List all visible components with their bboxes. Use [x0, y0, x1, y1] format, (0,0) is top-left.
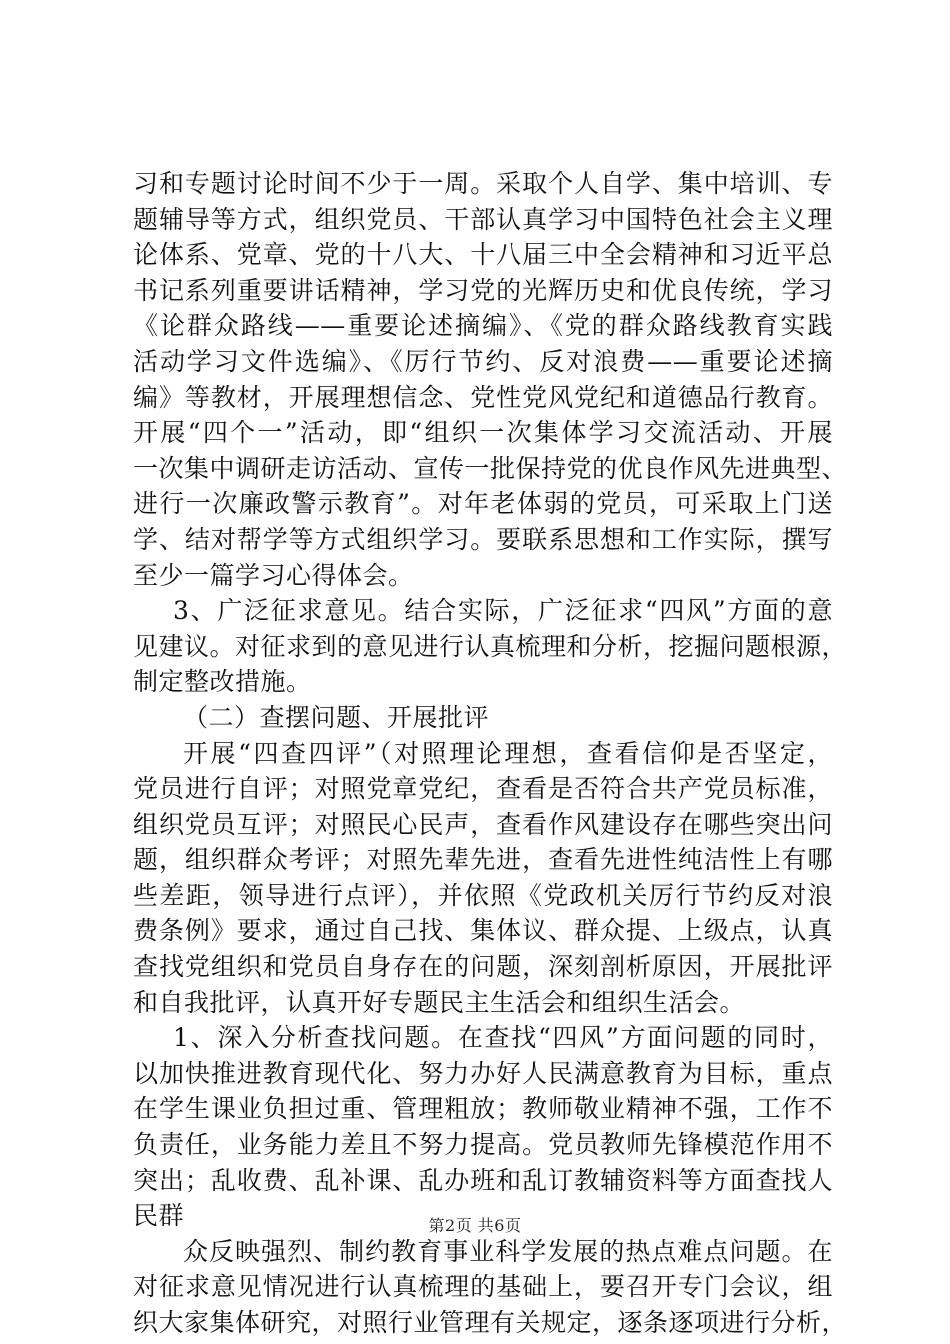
text-line: 负责任，业务能力差且不努力提高。党员教师先锋模范作用不 [133, 1130, 833, 1160]
text-line: 一次集中调研走访活动、宣传一批保持党的优良作风先进典型、 [133, 453, 848, 483]
text-line: 论体系、党章、党的十八大、十八届三中全会精神和习近平总 [133, 240, 833, 270]
section-heading: （二）查摆问题、开展批评 [183, 702, 490, 732]
text-line: 编》等教材，开展理想信念、党性党风党纪和道德品行教育。 [133, 382, 833, 412]
text-line: 对征求意见情况进行认真梳理的基础上，要召开专门会议，组 [133, 1272, 833, 1302]
text-line: 题，组织群众考评；对照先辈先进，查看先进性纯洁性上有哪 [133, 845, 833, 875]
text-line: 开展“四查四评”（对照理论理想，查看信仰是否坚定， [183, 738, 833, 768]
text-line: 些差距，领导进行点评），并依照《党政机关厉行节约反对浪 [133, 880, 833, 910]
page-number-footer: 第2页 共6页 [428, 1216, 522, 1235]
text-line: 学、结对帮学等方式组织学习。要联系思想和工作实际，撰写 [133, 524, 833, 554]
text-line: 至少一篇学习心得体会。 [133, 560, 414, 590]
text-line: 《论群众路线——重要论述摘编》、《党的群众路线教育实践 [133, 311, 833, 341]
text-line: 党员进行自评；对照党章党纪，查看是否符合共产党员标准， [133, 774, 833, 804]
text-line: 3、广泛征求意见。结合实际，广泛征求“四风”方面的意 [173, 596, 833, 626]
text-line: 见建议。对征求到的意见进行认真梳理和分析，挖掘问题根源， [133, 631, 848, 661]
text-line: 题辅导等方式，组织党员、干部认真学习中国特色社会主义理 [133, 204, 833, 234]
text-line: 突出；乱收费、乱补课、乱办班和乱订教辅资料等方面查找人 [133, 1165, 833, 1195]
text-line: 书记系列重要讲话精神，学习党的光辉历史和优良传统，学习 [133, 275, 833, 305]
text-line: 以加快推进教育现代化、努力办好人民满意教育为目标，重点 [133, 1058, 833, 1088]
text-line: 和自我批评，认真开好专题民主生活会和组织生活会。 [133, 987, 746, 1017]
text-line: 习和专题讨论时间不少于一周。采取个人自学、集中培训、专 [133, 169, 833, 198]
text-line: 开展“四个一”活动，即“组织一次集体学习交流活动、开展 [133, 418, 833, 448]
text-line: 在学生课业负担过重、管理粗放；教师敬业精神不强，工作不 [133, 1094, 833, 1124]
text-line: 制定整改措施。 [133, 667, 312, 697]
text-line: 进行一次廉政警示教育”。对年老体弱的党员，可采取上门送 [133, 489, 833, 519]
text-line: 民群 [133, 1201, 185, 1231]
text-line: 组织党员互评；对照民心民声，查看作风建设存在哪些突出问 [133, 809, 833, 839]
text-line: 织大家集体研究，对照行业管理有关规定，逐条逐项进行分析， [133, 1308, 848, 1337]
document-body [133, 166, 848, 1341]
text-line: 活动学习文件选编》、《厉行节约、反对浪费——重要论述摘 [133, 346, 833, 376]
text-line: 众反映强烈、制约教育事业科学发展的热点难点问题。在 [183, 1236, 833, 1266]
text-line: 查找党组织和党员自身存在的问题，深刻剖析原因，开展批评 [133, 952, 833, 982]
text-line: 1、深入分析查找问题。在查找“四风”方面问题的同时， [173, 1023, 833, 1053]
text-line: 费条例》要求，通过自己找、集体议、群众提、上级点，认真 [133, 916, 833, 946]
